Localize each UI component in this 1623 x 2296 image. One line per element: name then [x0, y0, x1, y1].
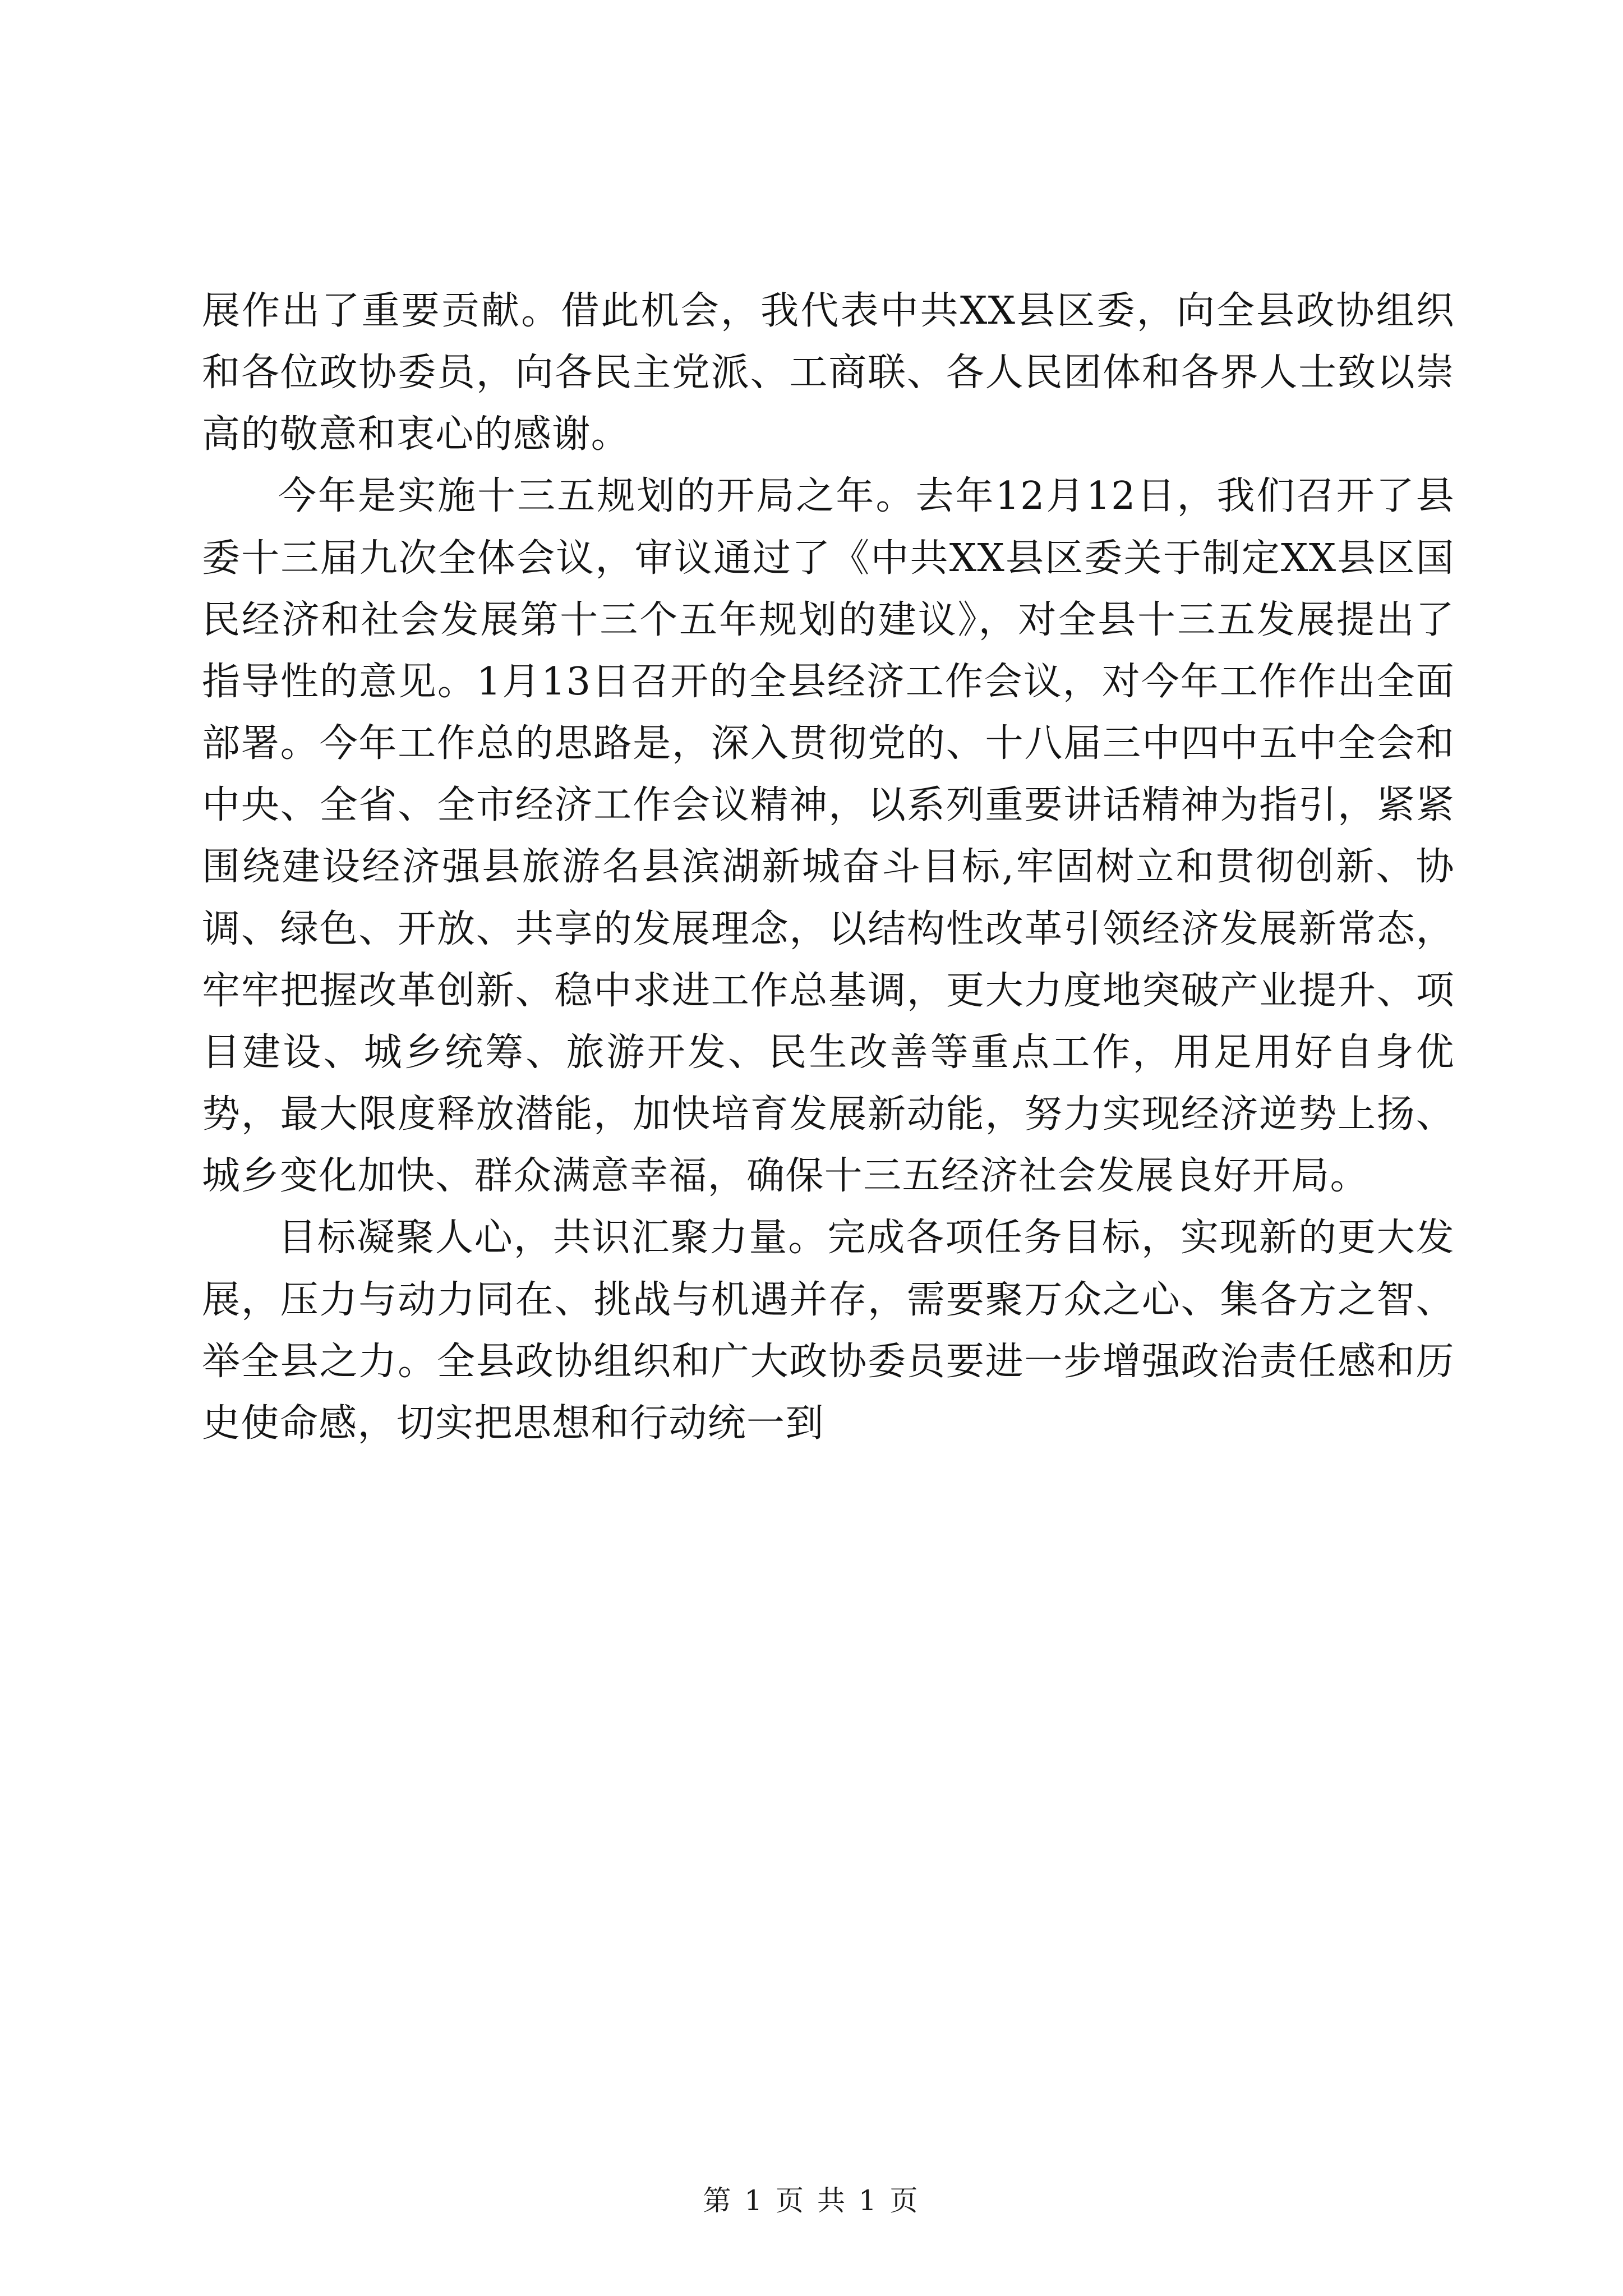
document-body [202, 280, 1455, 1455]
paragraph-2: 今年是实施十三五规划的开局之年。去年12月12日，我们召开了县委十三届九次全体会议，审议通过了《中共XX县区委关于制定XX县区国民经济和社会发展第十三个五年规划的建议》，对全县十三五发展提出了指导性的意见。1月13日召开的全县经济工作会议，对今年工作作出全面部署。今年工作总的思路是，深入贯彻党的、十八届三中四中五中全会和中央、全省、全市经济工作会议精神，以系列重要讲话精神为指引，紧紧围绕建设经济强县旅游名县滨湖新城奋斗目标,牢固树立和贯彻创新、协调、绿色、开放、共享的发展理念，以结构性改革引领经济发展新常态，牢牢把握改革创新、稳中求进工作总基调，更大力度地突破产业提升、项目建设、城乡统筹、旅游开发、民生改善等重点工作，用足用好自身优势，最大限度释放潜能，加快培育发展新动能，努力实现经济逆势上扬、城乡变化加快、群众满意幸福，确保十三五经济社会发展良好开局。 [202, 474, 1455, 1199]
page-footer: 第 1 页 共 1 页 [703, 2184, 920, 2217]
paragraph-3: 目标凝聚人心，共识汇聚力量。完成各项任务目标，实现新的更大发展，压力与动力同在、挑战与机遇并存，需要聚万众之心、集各方之智、举全县之力。全县政协组织和广大政协委员要进一步增强政治责任感和历史使命感，切实把思想和行动统一到 [202, 1216, 1455, 1446]
paragraph-1: 展作出了重要贡献。借此机会，我代表中共XX县区委，向全县政协组织和各位政协委员，向各民主党派、工商联、各人民团体和各界人士致以崇高的敬意和衷心的感谢。 [202, 289, 1455, 457]
